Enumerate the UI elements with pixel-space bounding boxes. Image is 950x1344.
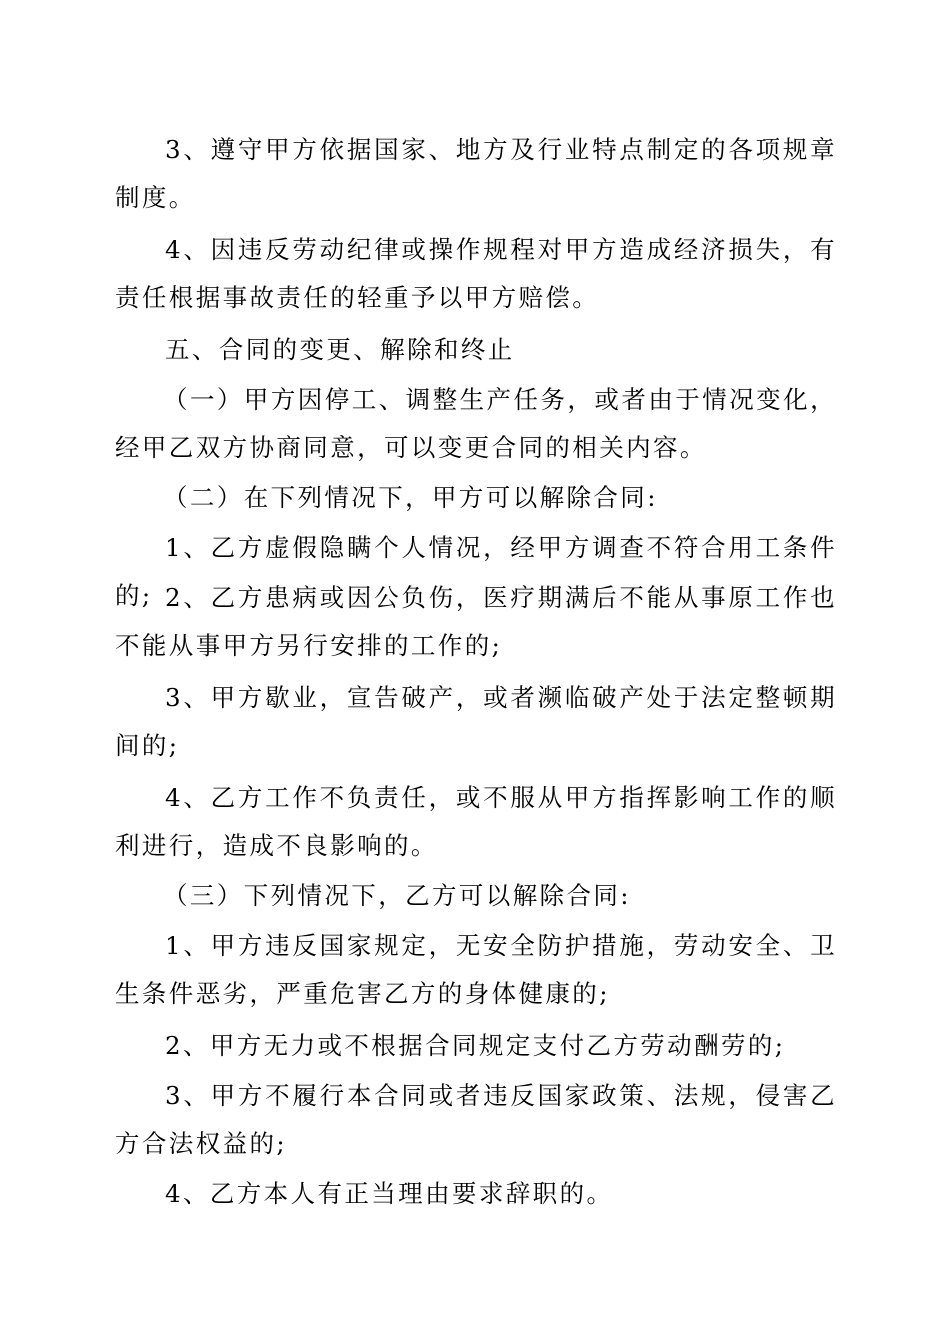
paragraph-compensation: 4、因违反劳动纪律或操作规程对甲方造成经济损失，有责任根据事故责任的轻重予以甲方赔偿。 [115, 235, 837, 312]
subheading-party-a-termination: （二）在下列情况下，甲方可以解除合同: [163, 483, 658, 512]
list-item-b-4: 4、乙方本人有正当理由要求辞职的。 [165, 1179, 614, 1208]
list-item-b-3: 3、甲方不履行本合同或者违反国家政策、法规，侵害乙方合法权益的; [115, 1081, 837, 1158]
section-heading-contract-change: 五、合同的变更、解除和终止 [165, 335, 515, 364]
list-item-a-4: 4、乙方工作不负责任，或不服从甲方指挥影响工作的顺利进行，造成不良影响的。 [115, 783, 837, 860]
paragraph-rules-compliance: 3、遵守甲方依据国家、地方及行业特点制定的各项规章制度。 [115, 135, 837, 212]
paragraph-contract-modification: （一）甲方因停工、调整生产任务，或者由于情况变化，经甲乙双方协商同意，可以变更合同的相关内容。 [115, 385, 837, 462]
list-item-b-1: 1、甲方违反国家规定，无安全防护措施，劳动安全、卫生条件恶劣，严重危害乙方的身体健康的; [115, 931, 837, 1008]
list-item-b-2: 2、甲方无力或不根据合同规定支付乙方劳动酬劳的; [165, 1031, 786, 1060]
list-item-a-1: 1、乙方虚假隐瞒个人情况，经甲方调查不符合用工条件的; [115, 533, 837, 610]
subheading-party-b-termination: （三）下列情况下，乙方可以解除合同: [163, 881, 631, 910]
list-item-a-3: 3、甲方歇业，宣告破产，或者濒临破产处于法定整顿期间的; [115, 683, 837, 760]
list-item-a-2: 2、乙方患病或因公负伤，医疗期满后不能从事原工作也不能从事甲方另行安排的工作的; [115, 583, 837, 660]
